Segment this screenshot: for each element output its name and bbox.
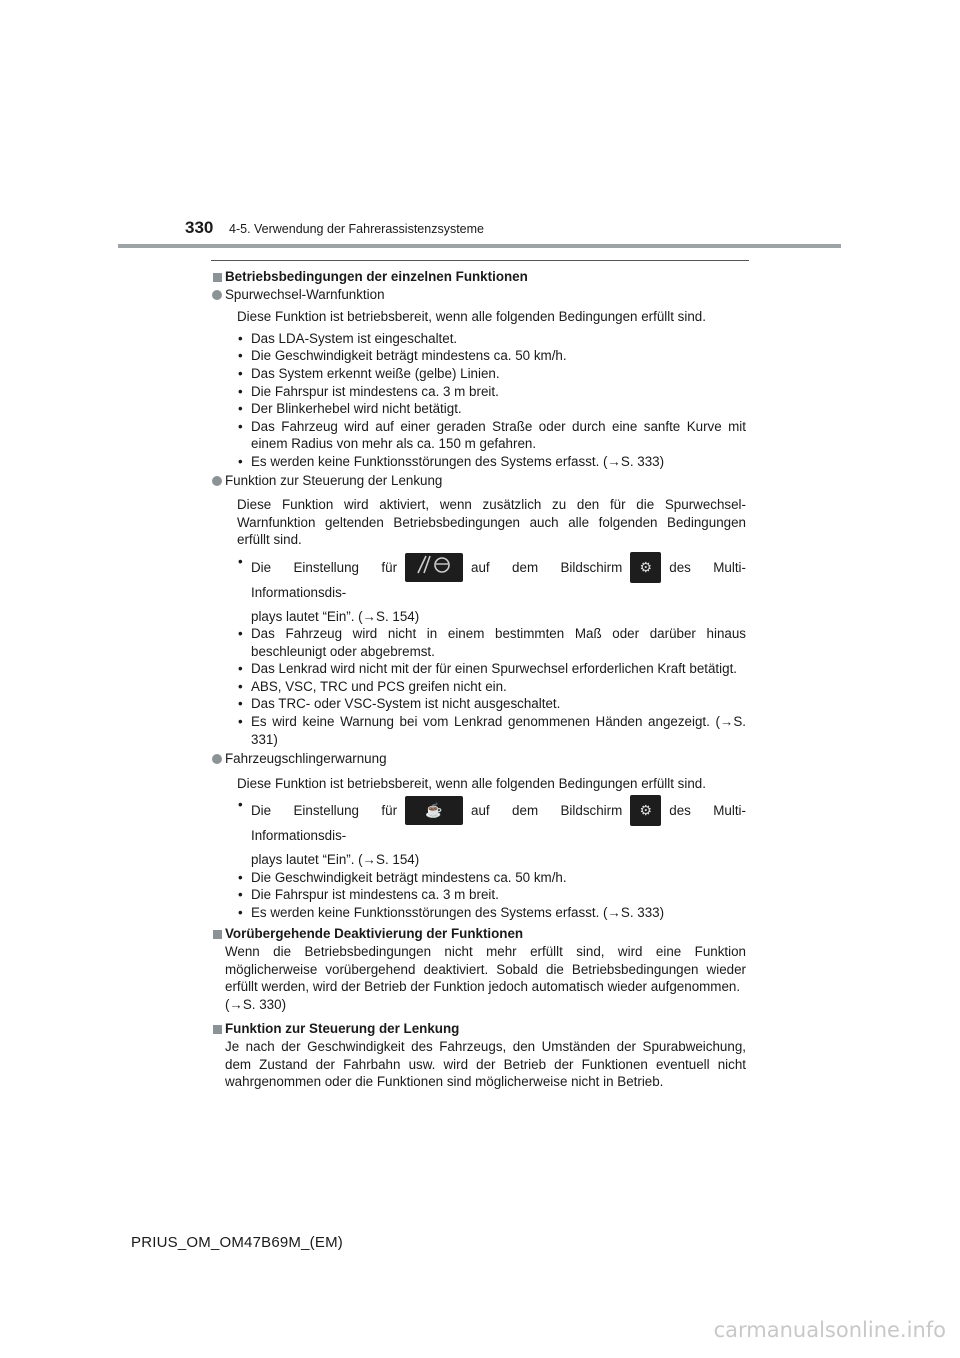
section-heading-conditions: Betriebsbedingungen der einzelnen Funktionen	[211, 268, 746, 286]
lane-change-intro: Diese Funktion ist betriebsbereit, wenn alle folgenden Bedingungen erfüllt sind.	[237, 309, 706, 325]
header-rule	[118, 244, 841, 248]
gear-icon: ⚙	[630, 795, 661, 826]
list-item: • Die Geschwindigkeit beträgt mindestens ca. 50 km/h.	[237, 347, 746, 365]
deactivation-text: Wenn die Betriebsbedingungen nicht mehr erfüllt sind, wird eine Funktion möglicherweise vorübergehend deaktiviert. Sobald die Betriebsbedingungen wieder erfüllt werden, wird der Betrieb der Funktion jedoch automatisch wieder aufgenommen.	[225, 944, 746, 995]
section-heading-steering: Funktion zur Steuerung der Lenkung	[211, 1020, 746, 1038]
list-item: • Das TRC- oder VSC-System ist nicht ausgeschaltet.	[237, 695, 746, 713]
list-item: • Die Fahrspur ist mindestens ca. 3 m breit.	[237, 886, 746, 904]
steering-intro: Diese Funktion wird aktiviert, wenn zusätzlich zu den für die Spurwechsel-Warnfunktion geltenden Betriebsbedingungen auch alle folgenden Bedingungen erfüllt sind.	[237, 497, 746, 548]
setting-text-c: des Multi-Informationsdis-	[251, 803, 746, 844]
sway-intro: Diese Funktion ist betriebsbereit, wenn alle folgenden Bedingungen erfüllt sind.	[237, 775, 706, 791]
page-number: 330	[185, 218, 214, 237]
subheading-lane-change: Spurwechsel-Warnfunktion	[211, 286, 746, 304]
steering-conditions-list	[211, 553, 746, 748]
deactivation-ref: (→S. 330)	[225, 996, 287, 1012]
section-heading-deactivation: Vorübergehende Deaktivierung der Funktionen	[211, 925, 746, 943]
list-item: • ABS, VSC, TRC und PCS greifen nicht ein.	[237, 678, 746, 696]
setting-text-b: auf dem Bildschirm	[471, 559, 623, 575]
setting-text-a: Die Einstellung für	[251, 803, 398, 819]
section-rule	[211, 260, 749, 261]
coffee-cup-icon: ☕	[405, 796, 463, 825]
gear-icon: ⚙	[630, 552, 661, 583]
subheading-sway-warning: Fahrzeugschlingerwarnung	[211, 750, 746, 768]
list-item: • Das Fahrzeug wird auf einer geraden Straße oder durch eine sanfte Kurve mit einem Radius von mehr als ca. 150 m gefahren.	[237, 418, 746, 453]
lane-change-conditions-list	[211, 330, 746, 471]
setting-text-b: auf dem Bildschirm	[471, 803, 623, 819]
subheading-steering-control: Funktion zur Steuerung der Lenkung	[211, 472, 746, 490]
steering-note-text: Je nach der Geschwindigkeit des Fahrzeugs, den Umständen der Spurabweichung, dem Zustand der Fahrbahn usw. wird der Betrieb der Funktionen eventuell nicht wahrgenommen oder die Funktionen sind möglicherweise nicht in Betrieb.	[225, 1038, 746, 1090]
list-item	[237, 796, 746, 868]
list-item: • Es wird keine Warnung bei vom Lenkrad genommenen Händen angezeigt. (→S. 331)	[237, 713, 746, 748]
list-item: • Der Blinkerhebel wird nicht betätigt.	[237, 400, 746, 418]
list-item: • Das Fahrzeug wird nicht in einem bestimmten Maß oder darüber hinaus beschleunigt oder abgebremst.	[237, 625, 746, 660]
setting-text-c: des Multi-Informationsdis-	[251, 559, 746, 600]
chapter-title: 4-5. Verwendung der Fahrerassistenzsysteme	[229, 222, 484, 236]
watermark: carmanualsonline.info	[713, 1318, 946, 1342]
list-item: • Das LDA-System ist eingeschaltet.	[237, 330, 746, 348]
list-item: • Die Geschwindigkeit beträgt mindestens ca. 50 km/h.	[237, 869, 746, 887]
setting-text-d: plays lautet “Ein”. (→S. 154)	[251, 608, 420, 624]
document-id: PRIUS_OM_OM47B69M_(EM)	[131, 1234, 343, 1251]
list-item: • Es werden keine Funktionsstörungen des Systems erfasst. (→S. 333)	[237, 453, 746, 471]
steering-assist-icon	[405, 553, 463, 582]
list-item: • Das Lenkrad wird nicht mit der für einen Spurwechsel erforderlichen Kraft betätigt.	[237, 660, 746, 678]
setting-text-d: plays lautet “Ein”. (→S. 154)	[251, 852, 420, 868]
setting-text-a: Die Einstellung für	[251, 559, 398, 575]
sway-conditions-list	[211, 796, 746, 921]
list-item	[237, 553, 746, 625]
list-item: • Das System erkennt weiße (gelbe) Linien.	[237, 365, 746, 383]
list-item: • Es werden keine Funktionsstörungen des Systems erfasst. (→S. 333)	[237, 904, 746, 922]
list-item: • Die Fahrspur ist mindestens ca. 3 m breit.	[237, 383, 746, 401]
page-content	[211, 268, 746, 1091]
